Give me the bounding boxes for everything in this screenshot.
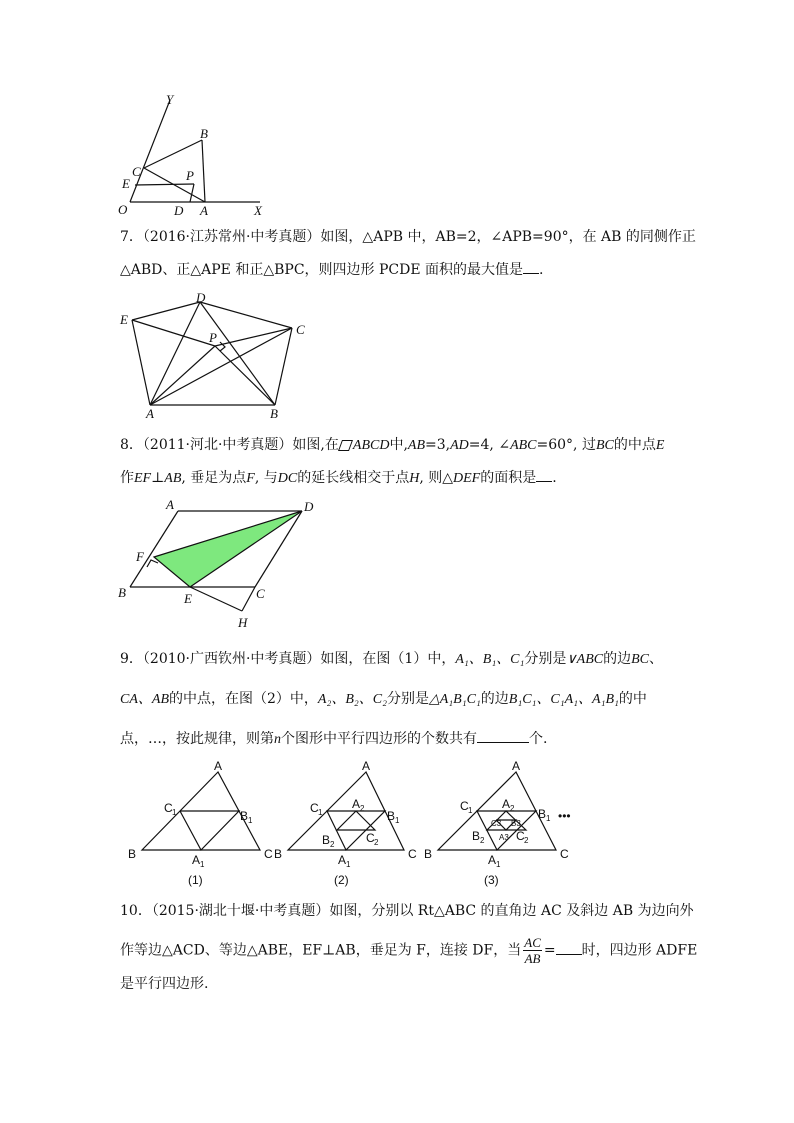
label-D: D xyxy=(304,499,314,514)
svg-text:B3: B3 xyxy=(511,819,521,828)
figure-q8 xyxy=(110,495,330,635)
label-C: C xyxy=(256,586,265,601)
label-P: P xyxy=(209,330,217,345)
label-E: E xyxy=(120,312,128,327)
svg-text:2: 2 xyxy=(360,804,365,813)
q9-line3: 点，…，按此规律，则第n个图形中平行四边形的个数共有 个. xyxy=(120,728,547,750)
label-C: C xyxy=(132,164,141,179)
svg-text:2: 2 xyxy=(524,836,529,845)
figure-q9 xyxy=(120,760,590,890)
svg-text:1: 1 xyxy=(546,814,551,823)
q8-line2: 作EF⊥AB, 垂足为点F, 与DC的延长线相交于点H, 则△DEF的面积是 . xyxy=(120,467,557,489)
q9-line2: CA、AB的中点，在图（2）中，A₂、B₂、C₂分别是△A₁B₁C₁的边B₁C₁、C₁A₁、A₁B₁的中 xyxy=(120,691,647,707)
q10-line2: 作等边△ACD、等边△ABE，EF⊥AB，垂足为 F，连接 DF，当 $\frac{AC}{AB}$ = 时，四边形 ADFE xyxy=(120,935,698,966)
svg-text:B: B xyxy=(387,809,396,823)
svg-text:C: C xyxy=(164,801,173,815)
label-D: D xyxy=(196,290,206,305)
label-O: O xyxy=(118,202,128,217)
svg-text:A: A xyxy=(352,797,361,811)
svg-text:A: A xyxy=(192,853,201,867)
svg-text:A3: A3 xyxy=(499,833,509,842)
svg-text:2: 2 xyxy=(510,804,515,813)
label-A: A xyxy=(200,203,208,218)
svg-text:1: 1 xyxy=(395,816,400,825)
label-E: E xyxy=(184,591,192,606)
label-B: B xyxy=(200,126,208,141)
svg-text:C: C xyxy=(560,847,569,861)
label-P: P xyxy=(186,168,194,183)
svg-text:1: 1 xyxy=(248,816,253,825)
svg-text:A: A xyxy=(512,759,521,773)
q10-line3: 是平行四边形. xyxy=(120,976,209,992)
svg-text:C: C xyxy=(460,799,469,813)
label-X: X xyxy=(254,203,262,218)
q9-line1: 9．（2010·广西钦州·中考真题）如图，在图（1）中，A₁、B₁、C₁分别是∨ABC的边BC、 xyxy=(120,651,663,667)
continuation-dots: ••• xyxy=(558,809,571,823)
svg-text:C: C xyxy=(310,801,319,815)
svg-text:A: A xyxy=(338,853,347,867)
svg-text:B: B xyxy=(424,847,433,861)
q7-line1: 7．（2016·江苏常州·中考真题）如图，△APB 中，AB=2，∠APB=90°，在 AB 的同侧作正 xyxy=(120,229,696,245)
svg-text:B: B xyxy=(240,809,249,823)
label-D: D xyxy=(174,203,184,218)
svg-text:1: 1 xyxy=(172,808,177,817)
svg-text:C: C xyxy=(516,829,525,843)
q8-line1: 8．（2011·河北·中考真题）如图,在 ABCD中,AB=3,AD=4, ∠ABC=60°, 过BC的中点E xyxy=(120,437,665,453)
svg-text:2: 2 xyxy=(374,838,379,847)
svg-text:C: C xyxy=(408,847,417,861)
label-A: A xyxy=(166,497,174,512)
svg-text:1: 1 xyxy=(496,860,501,869)
svg-text:1: 1 xyxy=(468,806,473,815)
label-B: B xyxy=(118,585,126,600)
label-Y: Y xyxy=(166,92,174,107)
fig-label-2: (2) xyxy=(334,873,349,887)
svg-text:C3: C3 xyxy=(491,819,502,828)
svg-text:B: B xyxy=(274,847,283,861)
svg-text:C: C xyxy=(366,831,375,845)
fig-label-3: (3) xyxy=(484,873,499,887)
fraction-ac-ab: $\frac{AC}{AB}$ xyxy=(524,935,541,966)
label-F: F xyxy=(136,549,144,564)
svg-text:1: 1 xyxy=(200,860,205,869)
figure-q6 xyxy=(110,90,280,220)
label-E: E xyxy=(122,176,130,191)
svg-text:1: 1 xyxy=(346,860,351,869)
svg-text:B: B xyxy=(472,829,481,843)
svg-text:A: A xyxy=(488,853,497,867)
figure-q7 xyxy=(110,290,320,420)
svg-text:C: C xyxy=(264,847,273,861)
label-C: C xyxy=(296,322,305,337)
svg-text:2: 2 xyxy=(480,836,485,845)
svg-text:B: B xyxy=(128,847,137,861)
q10-line1: 10．（2015·湖北十堰·中考真题）如图，分别以 Rt△ABC 的直角边 AC 及斜边 AB 为边向外 xyxy=(120,903,694,919)
svg-text:2: 2 xyxy=(330,840,335,849)
svg-text:A: A xyxy=(362,759,371,773)
label-A: A xyxy=(146,406,154,421)
label-B: B xyxy=(270,406,278,421)
svg-text:B: B xyxy=(322,833,331,847)
label-H: H xyxy=(238,615,248,630)
q7-line2: △ABD、正△APE 和正△BPC，则四边形 PCDE 面积的最大值是 . xyxy=(120,259,543,280)
svg-text:A: A xyxy=(214,759,223,773)
fig-label-1: (1) xyxy=(188,873,203,887)
svg-text:B: B xyxy=(538,807,547,821)
svg-text:A: A xyxy=(502,797,511,811)
svg-text:1: 1 xyxy=(318,808,323,817)
